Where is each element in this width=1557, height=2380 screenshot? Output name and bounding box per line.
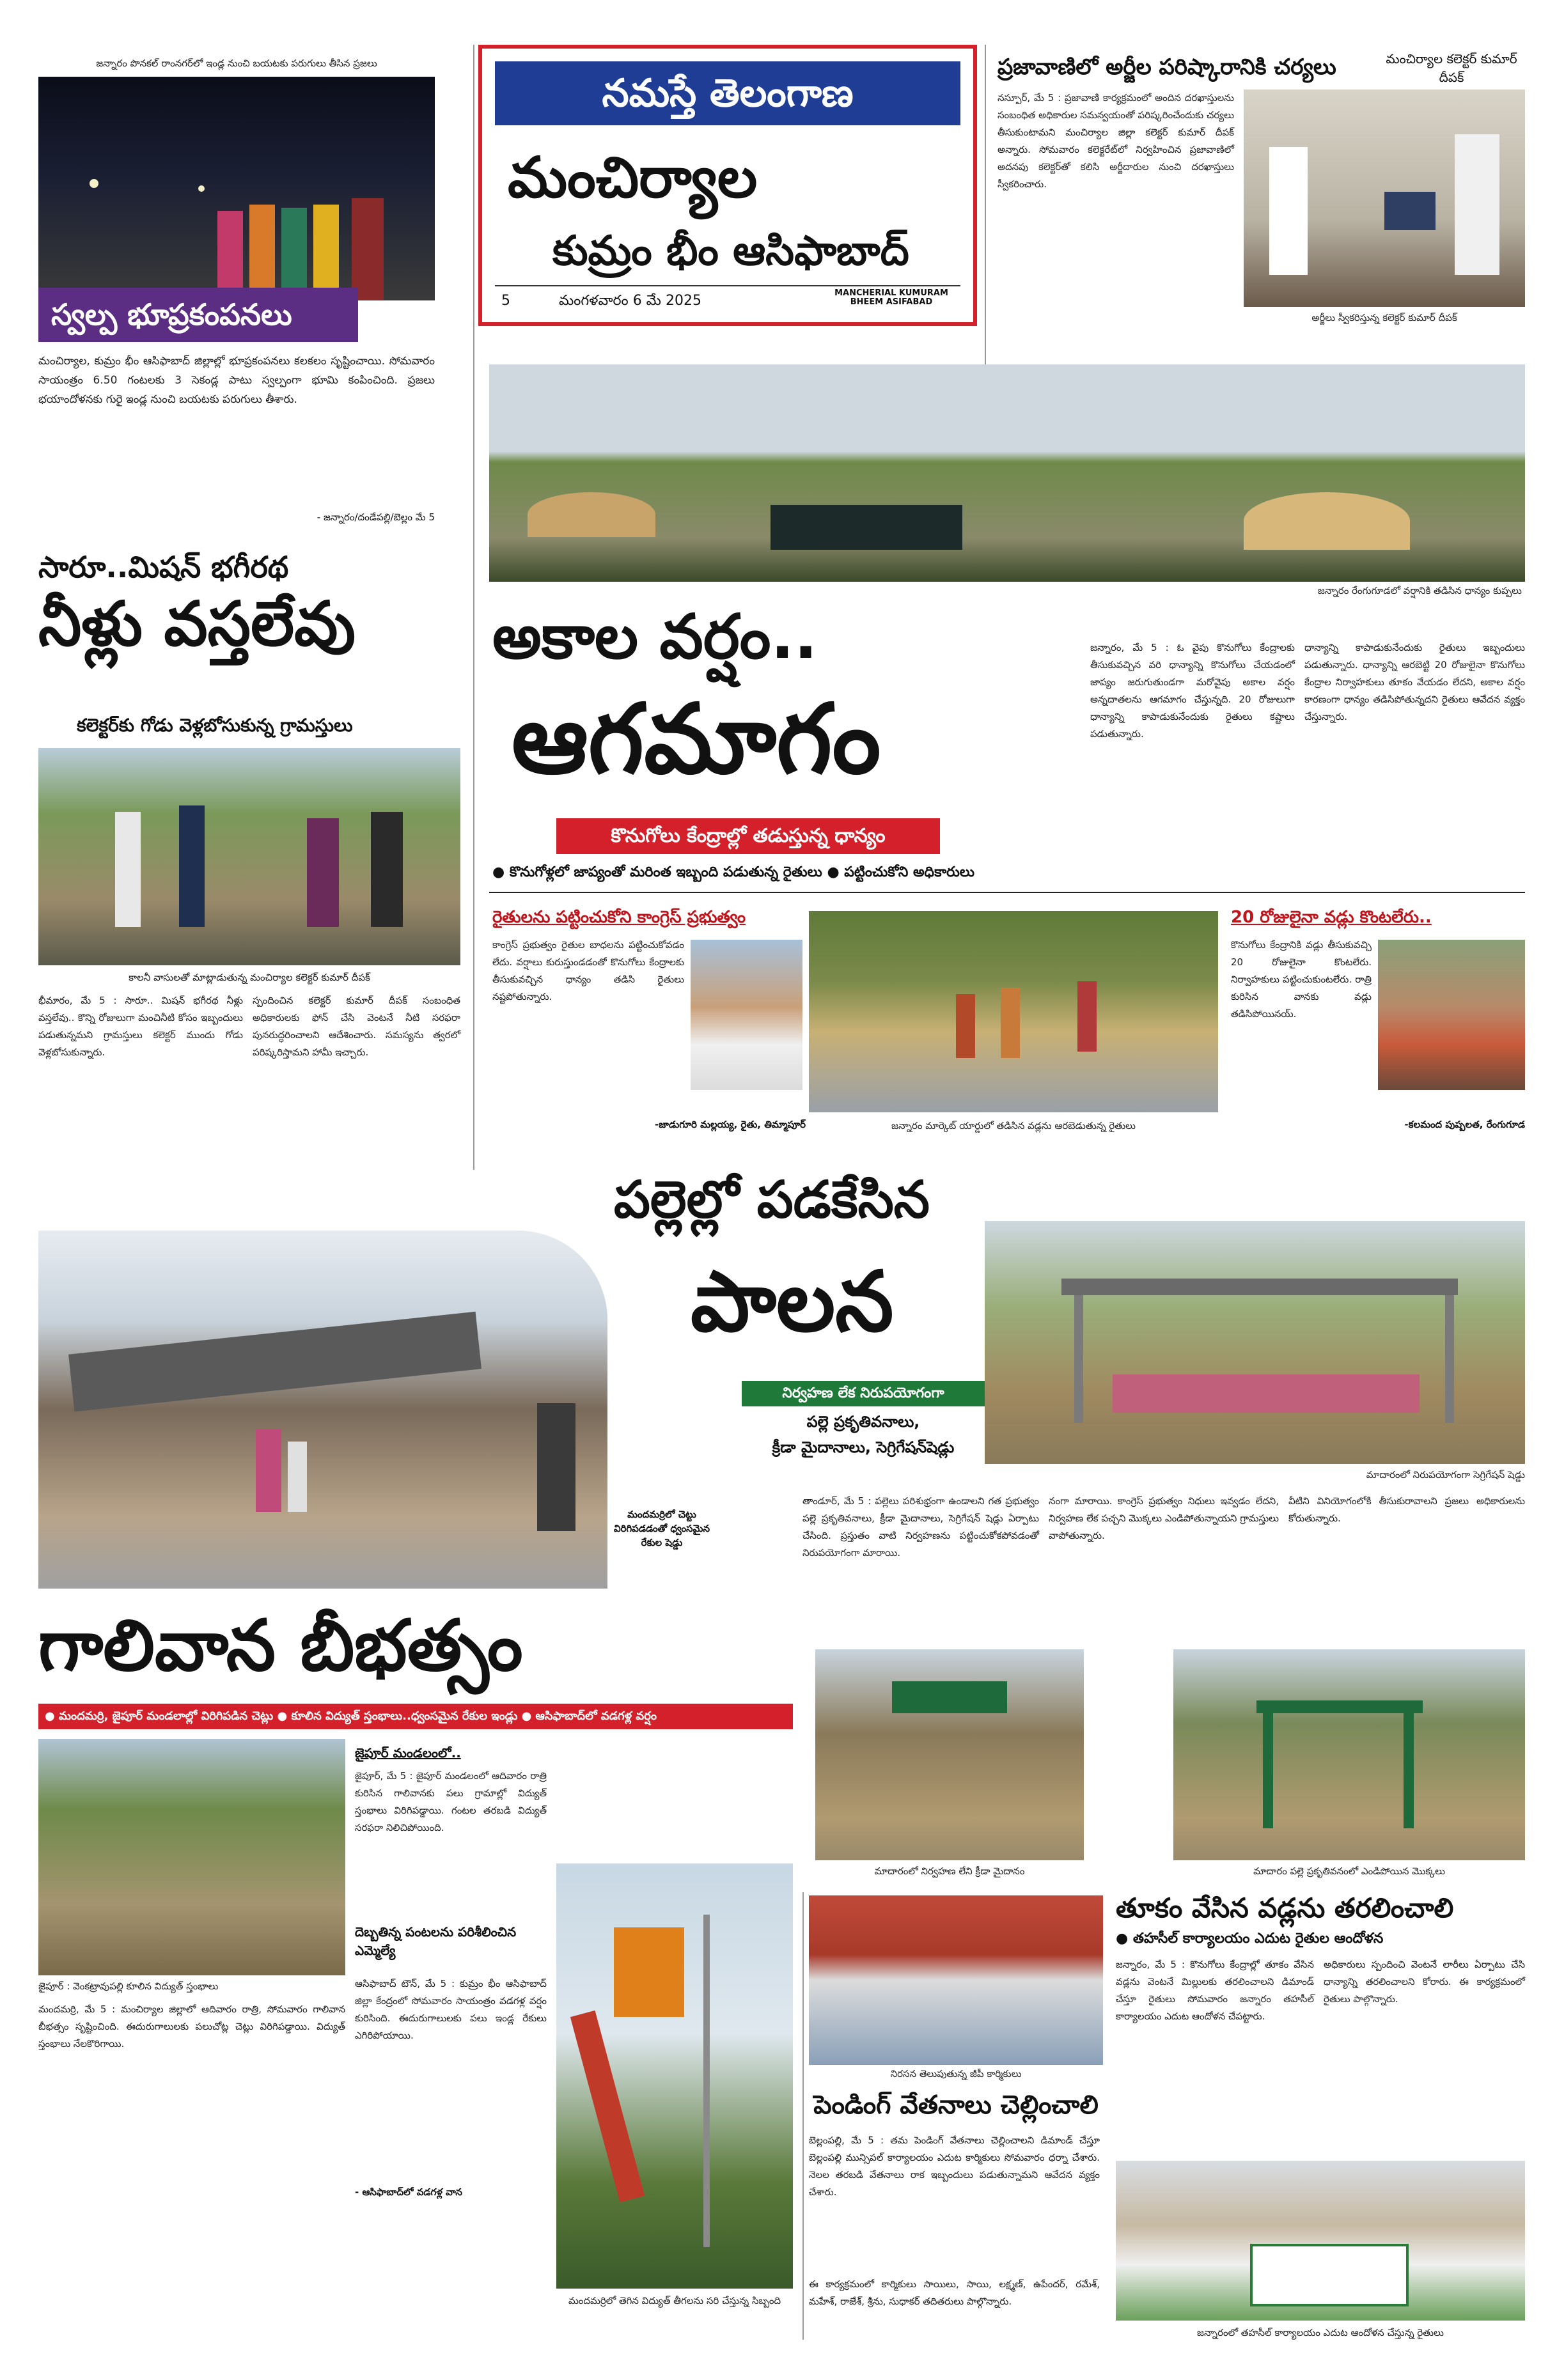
grievance-title: ప్రజావాణిలో అర్జీల పరిష్కారానికి చర్యలు: [998, 54, 1336, 80]
column-divider: [985, 45, 986, 364]
village-body-col2: నంగా మారాయి. కాంగ్రెస్ ప్రభుత్వం నిధులు ఇవ్వడం లేదని, నిర్వహణ లేక పచ్చని మొక్కలు ఎండిపోతున్నాయని గ్రామస్తులు వాపోతున్నారు.: [1049, 1495, 1279, 1541]
rain-side2-portrait: [1378, 940, 1525, 1090]
rain-side2-byline: -కలమంద పుష్పలత, రేంగుగూడ: [1404, 1119, 1525, 1130]
village-photo3-caption: మాదారం పల్లె ప్రకృతివనంలో ఎండిపోయిన మొక్కలు: [1253, 1865, 1445, 1877]
village-headline-1: పల్లెల్లో పడకేసిన: [614, 1170, 930, 1229]
quake-label: స్వల్ప భూప్రకంపనలు: [38, 288, 358, 342]
storm-photo-3: [556, 1863, 793, 2289]
grievance-photo: [1244, 89, 1525, 307]
storm-bar: ● మందమర్రి, జైపూర్ మండలాల్లో విరిగిపడిన చెట్లు ● కూలిన విద్యుత్ స్తంభాలు..ధ్వంసమైన రేకుల ఇండ్లు ● ఆసిఫాబాద్‌లో వడగళ్ల వర్షం: [38, 1704, 793, 1729]
weigh-body-col2: అధికారులు స్పందించి వెంటనే లారీలు ఏర్పాటు చేసి ధాన్యాన్ని తరలించాలని కోరారు. ఈ కార్యక్రమంలో రైతులు పాల్గొన్నారు.: [1324, 1959, 1525, 2005]
village-sub-1: పల్లె ప్రకృతివనాలు,: [806, 1413, 920, 1431]
weigh-body-col1: జన్నారం, మే 5 : కొనుగోలు కేంద్రాల్లో తూకం వేసిన వడ్లను వెంటనే మిల్లులకు తరలించాలని డిమాండ్ చేస్తూ రైతులు సోమవారం జన్నారం తహసీల్ కార్యాలయం ఎదుట ఆందోళన చేపట్టారు.: [1116, 1959, 1314, 2022]
page-number: 5: [501, 293, 510, 309]
storm-photo3-caption: మందమర్రిలో తెగిన విద్యుత్ తీగలను సరి చేస్తున్న సిబ్బంది: [568, 2295, 781, 2306]
rain-side2-title: 20 రోజులైనా వడ్లు కొంటలేరు..: [1231, 908, 1432, 927]
storm-photo2-caption: జైపూర్ : వెంకట్రావుపల్లి కూలిన విద్యుత్ స్తంభాలు: [38, 1980, 219, 1992]
rain-side1-portrait: [691, 940, 802, 1090]
village-photo-1: [985, 1221, 1525, 1464]
village-photo2-caption: మాదారంలో నిర్వహణ లేని క్రీడా మైదానం: [874, 1865, 1025, 1877]
rain-center-caption: జన్నారం మార్కెట్ యార్డులో తడిసిన వడ్లను ఆరబెడుతున్న రైతులు: [891, 1120, 1136, 1132]
wages-body-col2: ఈ కార్యక్రమంలో కార్మికులు సాయిలు, సాయి, లక్ష్మణ్, ఉపేందర్, రమేశ్, మహేశ్, రాజేశ్, శ్రీను, సుధాకర్ తదితరులు పాల్గొన్నారు.: [809, 2278, 1100, 2307]
quake-photo: [38, 77, 435, 300]
rain-headline-1: అకాల వర్షం..: [492, 601, 818, 673]
grievance-body: నస్పూర్, మే 5 : ప్రజావాణి కార్యక్రమంలో అందిన దరఖాస్తులను సంబంధిత అధికారుల సమన్వయంతో పరిష్కరించేందుకు చర్యలు తీసుకుంటామని మంచిర్యాల జిల్లా కలెక్టర్ కుమార్ దీపక్ అన్నారు. సోమవారం కలెక్టరేట్‌లో నిర్వహించిన ప్రజావాణిలో అదనపు కలెక్టర్‌తో కలిసి అర్జీదారుల నుంచి దరఖాస్తులు స్వీకరించారు.: [998, 92, 1234, 190]
masthead-footer: [495, 285, 960, 318]
column-divider: [802, 1892, 804, 2340]
edition-title: మంచిర్యాల: [508, 144, 758, 210]
quake-body: మంచిర్యాల, కుమ్రం భీం ఆసిఫాబాద్ జిల్లాల్లో భూప్రకంపనలు కలకలం సృష్టించాయి. సోమవారం సాయంత్రం 6.50 గంటలకు 3 సెకండ్ల పాటు స్వల్పంగా భూమి కంపించింది. ప్రజలు భయాందోళనకు గురై ఇండ్ల నుంచి బయటకు పరుగులు తీశారు.: [38, 355, 435, 406]
storm-headline: గాలివాన బీభత్సం: [38, 1605, 523, 1686]
village-headline-2: పాలన: [691, 1253, 894, 1350]
weigh-photo-caption: జన్నారంలో తహసీల్ కార్యాలయం ఎదుట ఆందోళన చేస్తున్న రైతులు: [1197, 2327, 1444, 2338]
storm-footer: - ఆసిఫాబాద్‌లో వడగళ్ల వాన: [355, 2186, 462, 2198]
issue-date: మంగళవారం 6 మే 2025: [559, 293, 701, 309]
paper-name: నమస్తే తెలంగాణ: [495, 61, 960, 125]
storm-section2-title: జైపూర్ మండలంలో..: [355, 1745, 461, 1761]
wages-photo-caption: నిరసన తెలుపుతున్న జీపీ కార్మికులు: [890, 2068, 1022, 2080]
village-body-col3: వీటిని వినియోగంలోకి తీసుకురావాలని ప్రజలు అధికారులను కోరుతున్నారు.: [1288, 1495, 1525, 1524]
storm-body-col2: జైపూర్, మే 5 : జైపూర్ మండలంలో ఆదివారం రాత్రి కురిసిన గాలివానకు పలు గ్రామాల్లో విద్యుత్ స్తంభాలు విరిగిపడ్డాయి. గంటల తరబడి విద్యుత్ సరఫరా నిలిచిపోయింది.: [355, 1770, 547, 1833]
water-photo-caption: కాలనీ వాసులతో మాట్లాడుతున్న మంచిర్యాల కలెక్టర్ కుమార్ దీపక్: [129, 972, 370, 983]
rain-center-photo: [809, 911, 1218, 1112]
weigh-photo: [1116, 2161, 1525, 2321]
column-divider: [473, 45, 474, 1170]
water-photo: [38, 748, 460, 965]
weigh-bullet: ● తహసీల్ కార్యాలయం ఎదుట రైతుల ఆందోళన: [1116, 1931, 1384, 1947]
rain-body-col2: ధాన్యాన్ని కాపాడుకునేందుకు రైతులు ఇబ్బందులు పడుతున్నారు. ధాన్యాన్ని ఆరబెట్టి 20 రోజులైనా కొనుగోలు కేంద్రాల నిర్వాహకులు తూకం వేయడం లేదని, అకాల వర్షం కారణంగా ధాన్యం తడిసిపోతున్నదని రైతులు ఆవేదన వ్యక్తం చేస్తున్నారు.: [1304, 642, 1525, 722]
storm-body-col1: మందమర్రి, మే 5 : మంచిర్యాల జిల్లాలో ఆదివారం రాత్రి, సోమవారం గాలివాన బీభత్సం సృష్టించింది. ఈదురుగాలులకు పలుచోట్ల చెట్లు విరిగిపడ్డాయి. విద్యుత్ స్తంభాలు నేలకొరిగాయి.: [38, 2003, 345, 2049]
weigh-headline: తూకం వేసిన వడ్లను తరలించాలి: [1116, 1892, 1454, 1924]
rain-side1-byline: -జాడుగూరి మల్లయ్య, రైతు, తిమ్మాపూర్: [655, 1119, 806, 1130]
water-subhead: కలెక్టర్‌కు గోడు వెళ్లబోసుకున్న గ్రామస్తులు: [77, 715, 353, 736]
edition-english: MANCHERIAL KUMURAM BHEEM ASIFABAD: [834, 288, 948, 307]
rain-side1-title: రైతులను పట్టించుకోని కాంగ్రెస్ ప్రభుత్వం: [492, 908, 746, 927]
rain-side1-body: కాంగ్రెస్ ప్రభుత్వం రైతుల బాధలను పట్టించుకోవడం లేదు. వర్షాలు కురుస్తుండడంతో కొనుగోలు కేంద్రాలకు తీసుకువచ్చిన ధాన్యం తడిసి రైతులు నష్టపోతున్నారు.: [492, 939, 684, 1002]
village-sub-2: క్రీడా మైదానాలు, సెగ్రిగేషన్‌షెడ్లు: [772, 1438, 955, 1456]
rain-body-col1: జన్నారం, మే 5 : ఓ వైపు కొనుగోలు కేంద్రాలకు తీసుకువచ్చిన వరి ధాన్యాన్ని కొనుగోలు చేయడంలో జాప్యం జరుగుతుండగా మరోవైపు అకాల వర్షం అన్నదాతలను ఆగమాగం చేస్తున్నది. 20 రోజులుగా ధాన్యాన్ని కాపాడుకునేందుకు రైతులు కష్టాలు పడుతున్నారు.: [1090, 642, 1295, 740]
grievance-byline: మంచిర్యాల కలెక్టర్ కుమార్ దీపక్: [1386, 51, 1517, 85]
village-photo1-caption: మాదారంలో నిరుపయోగంగా సెగ్రిగేషన్ షెడ్డు: [1366, 1469, 1525, 1481]
wages-photo: [809, 1895, 1103, 2065]
village-body-col1: తాండూర్, మే 5 : పల్లెలు పరిశుభ్రంగా ఉండాలని గత ప్రభుత్వం పల్లె ప్రకృతివనాలు, క్రీడా మైదానాలు, సెగ్రిగేషన్ షెడ్లు ఏర్పాటు చేసింది. ప్రస్తుతం వాటి నిర్వహణను పట్టించుకోకపోవడంతో నిరుపయోగంగా మారాయి.: [802, 1495, 1039, 1559]
village-photo-2: [815, 1649, 1084, 1860]
water-body-col1: భీమారం, మే 5 : సారూ.. మిషన్ భగీరథ నీళ్లు వస్తలేవు.. కొన్ని రోజులుగా మంచినీటి కోసం ఇబ్బందులు పడుతున్నమని గ్రామస్తులు కలెక్టర్ ముందు గోడు వెళ్లబోసుకున్నారు.: [38, 995, 243, 1058]
edition-subtitle: కుమ్రం భీం ఆసిఫాబాద్: [552, 228, 909, 275]
rain-subbar: కొనుగోలు కేంద్రాల్లో తడుస్తున్న ధాన్యం: [556, 818, 940, 854]
storm-photo-caption: మందమర్రిలో చెట్టు విరిగిపడడంతో ధ్వంసమైన రేకుల షెడ్డు: [614, 1509, 710, 1548]
quake-photo-caption: జన్నారం పొనకల్ రాంనగర్‌లో ఇండ్ల నుంచి బయటకు పరుగులు తీసిన ప్రజలు: [96, 58, 377, 69]
wages-headline: పెండింగ్ వేతనాలు చెల్లించాలి: [813, 2090, 1099, 2120]
rule: [489, 892, 1525, 893]
storm-section3-title: దెబ్బతిన్న పంటలను పరిశీలించిన ఎమ్మెల్యే: [355, 1924, 517, 1958]
village-photo-3: [1173, 1649, 1525, 1860]
rain-side2-body: కొనుగోలు కేంద్రానికి వడ్లు తీసుకువచ్చి 20 రోజులైనా కొంటలేరు. నిర్వాహకులు పట్టించుకుంటలేరు. రాత్రి కురిసిన వానకు వడ్లు తడిసిపోయినయ్.: [1231, 939, 1372, 1020]
water-body-col2: స్పందించిన కలెక్టర్ కుమార్ దీపక్ సంబంధిత అధికారులకు ఫోన్ చేసి వెంటనే నీటి సరఫరా పునరుద్ధరించాలని ఆదేశించారు. సమస్యను త్వరలో పరిష్కరిస్తామని హామీ ఇచ్చారు.: [253, 995, 460, 1058]
rain-photo-caption: జన్నారం రేంగుగూడలో వర్షానికి తడిసిన ధాన్యం కుప్పలు: [1317, 585, 1522, 596]
water-headline-1: సారూ..మిషన్ భగీరథ: [38, 550, 289, 584]
village-green-bar: నిర్వహణ లేక నిరుపయోగంగా: [742, 1381, 985, 1406]
masthead: [478, 45, 977, 326]
rain-bullets: ● కొనుగోళ్లలో జాప్యంతో మరింత ఇబ్బంది పడుతున్న రైతులు ● పట్టించుకోని అధికారులు: [492, 864, 975, 880]
quake-dateline: - జన్నారం/దండేపల్లి/బెల్లం మే 5: [317, 511, 435, 523]
rain-photo: [489, 364, 1525, 582]
storm-photo-2: [38, 1739, 345, 1975]
storm-photo: [38, 1231, 607, 1589]
wages-body-col1: బెల్లంపల్లి, మే 5 : తమ పెండింగ్ వేతనాలు చెల్లించాలని డిమాండ్ చేస్తూ బెల్లంపల్లి మున్సిపల్ కార్యాలయం ఎదుట కార్మికులు సోమవారం ధర్నా చేశారు. నెలల తరబడి వేతనాలు రాక ఇబ్బందులు పడుతున్నామని ఆవేదన వ్యక్తం చేశారు.: [809, 2135, 1100, 2198]
rain-headline-2: ఆగమాగం: [512, 684, 881, 795]
grievance-photo-caption: అర్జీలు స్వీకరిస్తున్న కలెక్టర్ కుమార్ దీపక్: [1311, 312, 1457, 323]
storm-body-col3: ఆసిఫాబాద్ టౌన్, మే 5 : కుమ్రం భీం ఆసిఫాబాద్ జిల్లా కేంద్రంలో సోమవారం సాయంత్రం వడగళ్ల వర్షం కురిసింది. ఈదురుగాలులకు పలు ఇండ్ల రేకులు ఎగిరిపోయాయి.: [355, 1978, 547, 2041]
water-headline-2: నీళ్లు వస్తలేవు: [38, 588, 356, 660]
